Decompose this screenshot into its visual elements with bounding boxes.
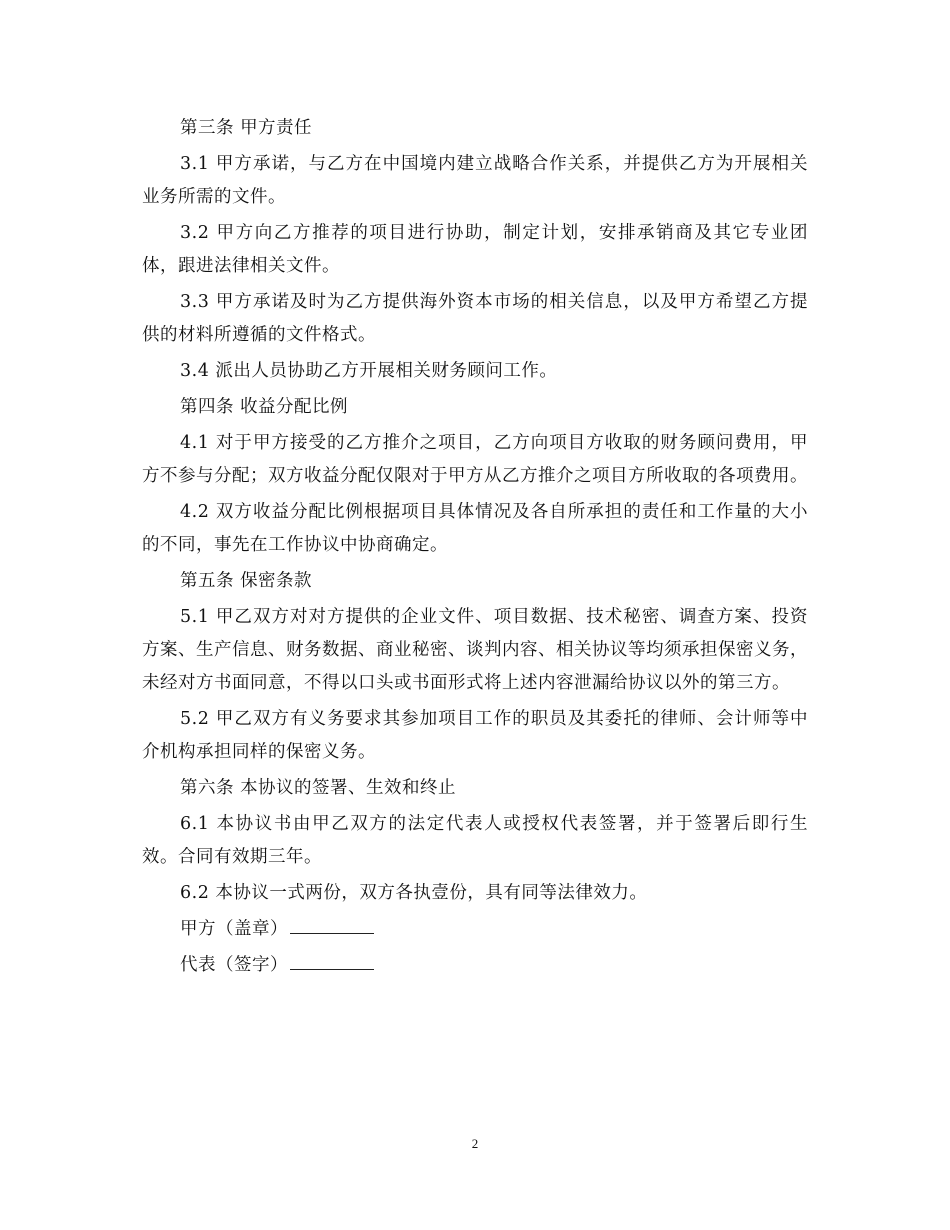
clause-4-1: 4.1 对于甲方接受的乙方推介之项目，乙方向项目方收取的财务顾问费用，甲方不参与分配；双方收益分配仅限对于甲方从乙方推介之项目方所收取的各项费用。 bbox=[142, 433, 808, 486]
representative-sign-blank[interactable] bbox=[290, 949, 374, 970]
party-a-seal-blank[interactable] bbox=[290, 913, 374, 934]
clause-3-4: 3.4 派出人员协助乙方开展相关财务顾问工作。 bbox=[180, 361, 558, 381]
section-heading-6: 第六条 本协议的签署、生效和终止 bbox=[180, 778, 457, 798]
clause-5-1: 5.1 甲乙双方对对方提供的企业文件、项目数据、技术秘密、调查方案、投资方案、生产信息、财务数据、商业秘密、谈判内容、相关协议等均须承担保密义务，未经对方书面同意，不得以口头或书面形式将上述内容泄漏给协议以外的第三方。 bbox=[142, 607, 808, 693]
page-number: 2 bbox=[471, 1136, 479, 1151]
section-heading-5: 第五条 保密条款 bbox=[180, 571, 313, 591]
section-heading-3: 第三条 甲方责任 bbox=[180, 118, 313, 138]
clause-3-3: 3.3 甲方承诺及时为乙方提供海外资本市场的相关信息，以及甲方希望乙方提供的材料所遵循的文件格式。 bbox=[142, 292, 808, 345]
clause-6-2: 6.2 本协议一式两份，双方各执壹份，具有同等法律效力。 bbox=[180, 883, 648, 903]
party-a-signature-line bbox=[142, 913, 808, 946]
clause-3-2: 3.2 甲方向乙方推荐的项目进行协助，制定计划，安排承销商及其它专业团体，跟进法律相关文件。 bbox=[142, 223, 808, 276]
clause-3-1: 3.1 甲方承诺，与乙方在中国境内建立战略合作关系，并提供乙方为开展相关业务所需的文件。 bbox=[142, 154, 808, 207]
clause-4-2: 4.2 双方收益分配比例根据项目具体情况及各自所承担的责任和工作量的大小的不同，事先在工作协议中协商确定。 bbox=[142, 502, 808, 555]
party-a-seal-label: 甲方（盖章） bbox=[180, 919, 288, 939]
representative-sign-label: 代表（签字） bbox=[180, 955, 288, 975]
section-heading-4: 第四条 收益分配比例 bbox=[180, 397, 349, 417]
representative-signature-line bbox=[142, 949, 808, 982]
document-body bbox=[142, 112, 808, 985]
clause-5-2: 5.2 甲乙双方有义务要求其参加项目工作的职员及其委托的律师、会计师等中介机构承担同样的保密义务。 bbox=[142, 709, 808, 762]
clause-6-1: 6.1 本协议书由甲乙双方的法定代表人或授权代表签署，并于签署后即行生效。合同有效期三年。 bbox=[142, 814, 808, 867]
